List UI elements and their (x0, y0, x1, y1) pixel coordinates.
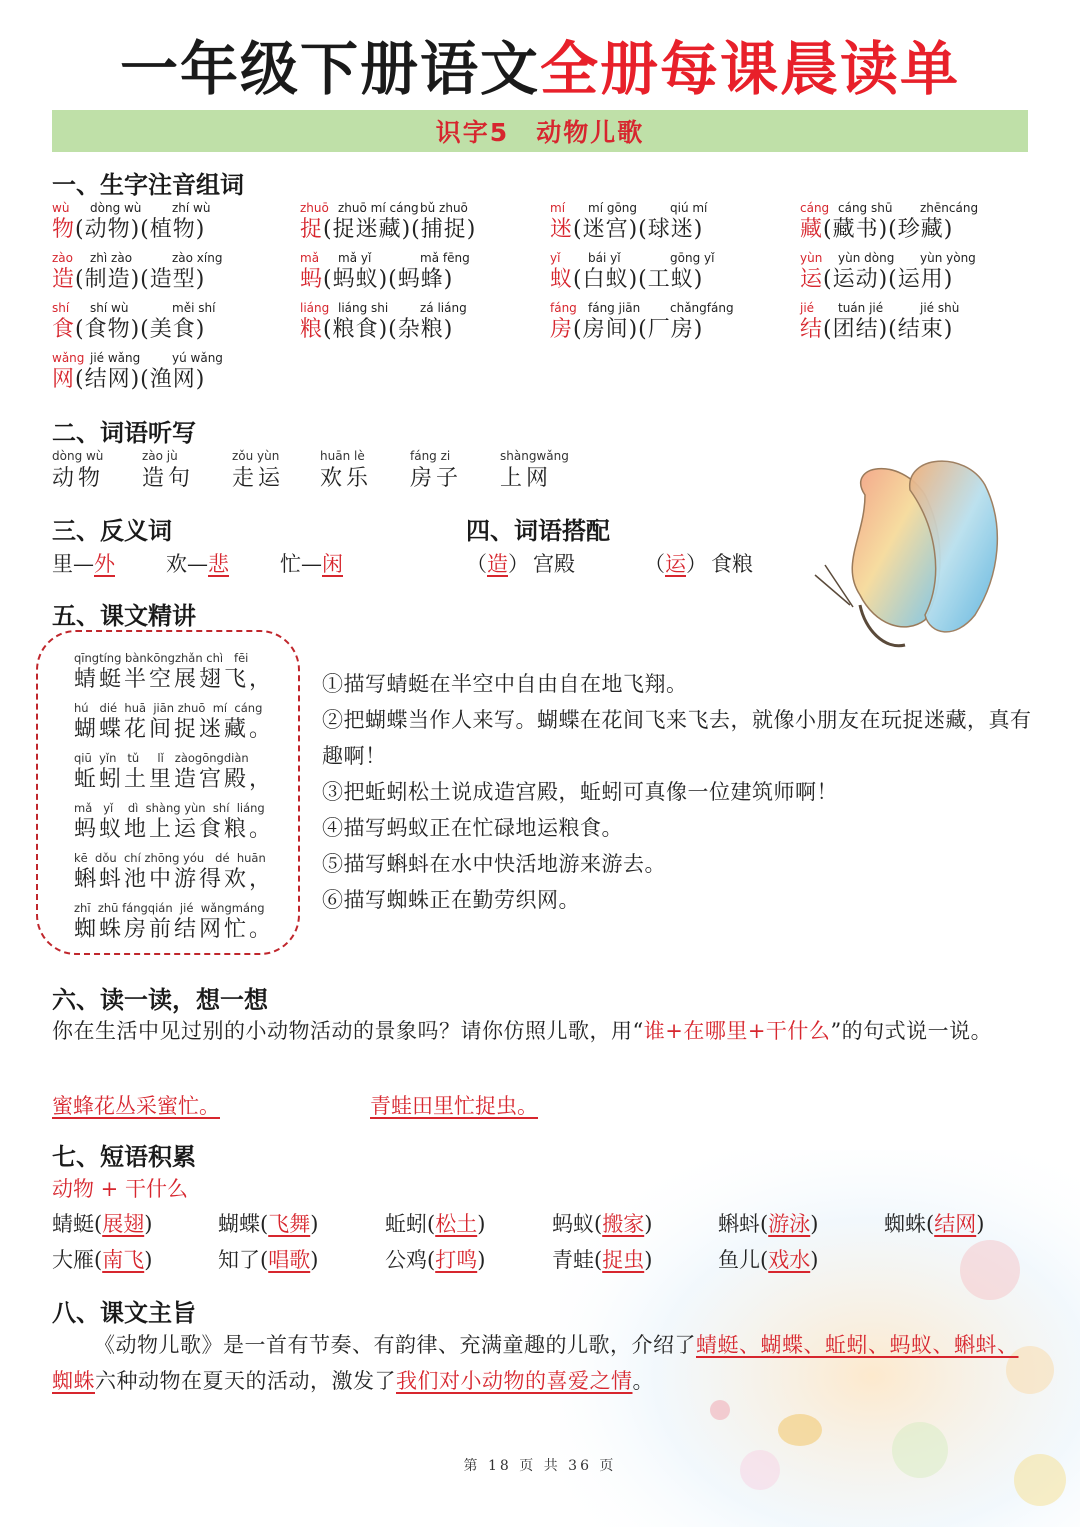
vocab-pinyin (300, 200, 540, 216)
poem-text: 蚂蚁地上运食粮。 (74, 817, 275, 842)
antonym-word: 忙— (280, 552, 322, 576)
pinyin-text: shí wù (90, 301, 129, 315)
poem-pinyin: kē dǒu chí zhōng yóu dé huān (74, 851, 266, 865)
phrase-animal: 鱼儿 (718, 1248, 760, 1272)
dictation-item (410, 448, 462, 494)
section-title-vocab: 一、生字注音组词 (52, 171, 244, 199)
bracket: ( (594, 1248, 603, 1272)
vocab-words (300, 266, 540, 294)
vocab-char: 食 (52, 317, 76, 342)
vocab-compounds: (团结)(结束) (823, 317, 954, 342)
vocab-char: 蚂 (300, 267, 324, 292)
poem-text: 蜘蛛房前结网忙。 (74, 917, 275, 942)
dictation-word: 造句 (142, 466, 195, 491)
antonym-pair (52, 548, 115, 578)
collocation-answer: 运 (665, 552, 686, 576)
pinyin-text: cáng shū (838, 201, 893, 215)
pinyin-text: wù (52, 201, 70, 215)
page-number: 第 18 页 共 36 页 (463, 1458, 617, 1474)
dictation-item (232, 448, 284, 494)
pinyin-text: yùn dòng (838, 251, 895, 265)
pinyin-text: qiú mí (670, 201, 708, 215)
pinyin-text: bǔ zhuō (420, 201, 468, 215)
poem-pinyin: zhī zhū fángqián jié wǎngmáng (74, 901, 265, 915)
phrase-item (52, 1244, 152, 1274)
vocab-pinyin (300, 250, 540, 266)
vocab-words (550, 316, 790, 344)
dictation-word: 走运 (232, 466, 285, 491)
question-pattern: 谁+在哪里+干什么 (643, 1019, 831, 1043)
vocab-words (52, 316, 292, 344)
phrase-animal: 蜻蜓 (52, 1212, 94, 1236)
pinyin-text: cáng (800, 201, 830, 215)
vocab-words (550, 216, 790, 244)
vocab-pinyin (300, 300, 540, 316)
antonym-word: 里— (52, 552, 94, 576)
bracket: ) (976, 1212, 985, 1236)
bracket: ) (310, 1248, 319, 1272)
phrase-action: 搬家 (602, 1212, 645, 1236)
vocab-words (300, 316, 540, 344)
vocab-words (52, 216, 292, 244)
section-title-dictation: 二、词语听写 (52, 419, 196, 447)
antonym-answer: 外 (94, 552, 115, 576)
phrase-item (52, 1208, 152, 1238)
question-text-1: 你在生活中见过别的小动物活动的景象吗？请你仿照儿歌，用“ (52, 1019, 644, 1043)
vocab-char: 物 (52, 217, 76, 242)
explanation-item: ④描写蚂蚁正在忙碌地运粮食。 (322, 816, 623, 840)
bracket: ) (477, 1248, 486, 1272)
pinyin-text: tuán jié (838, 301, 884, 315)
vocab-compounds: (粮食)(杂粮) (323, 317, 454, 342)
explanation-item: ⑥描写蜘蛛正在勤劳织网。 (322, 888, 580, 912)
pinyin-text: jié shù (920, 301, 960, 315)
vocab-compounds: (房间)(厂房) (573, 317, 704, 342)
vocab-item (550, 250, 790, 294)
bracket: ) (810, 1212, 819, 1236)
vocab-item (300, 250, 540, 294)
dictation-pinyin: shàngwǎng (500, 449, 569, 463)
vocab-pinyin (52, 300, 292, 316)
phrase-action: 打鸣 (435, 1248, 478, 1272)
antonym-answer: 闲 (322, 552, 343, 576)
vocab-pinyin (550, 250, 790, 266)
collocation-item (644, 548, 753, 578)
pinyin-text: mǎ (300, 251, 320, 265)
section-title-antonyms: 三、反义词 (52, 517, 172, 545)
pinyin-text: zhuō (300, 201, 329, 215)
vocab-pinyin (550, 200, 790, 216)
pinyin-text: jié (800, 301, 815, 315)
bracket: ) (477, 1212, 486, 1236)
bracket: ) (810, 1248, 819, 1272)
phrase-item (218, 1244, 318, 1274)
dictation-pinyin: fáng zi (410, 449, 451, 463)
explanation-item: ②把蝴蝶当作人来写。蝴蝶在花间飞来飞去，就像小朋友在玩捉迷藏，真有趣啊！ (322, 708, 1032, 768)
pinyin-text: yú wǎng (172, 351, 223, 365)
vocab-char: 网 (52, 367, 76, 392)
pinyin-text: bái yǐ (588, 251, 621, 265)
theme-end: 。 (632, 1369, 654, 1393)
theme-animals-2: 蚂蚁、蝌蚪、蜘蛛 (52, 1333, 1019, 1393)
bracket: ( (760, 1248, 769, 1272)
pinyin-text: jié wǎng (90, 351, 141, 365)
pinyin-text: zá liáng (420, 301, 467, 315)
pinyin-text: liáng shi (338, 301, 389, 315)
vocab-pinyin (800, 300, 1040, 316)
dictation-item (500, 448, 569, 494)
poem-line (74, 700, 274, 744)
poem-line (74, 850, 274, 894)
section-title-theme: 八、课文主旨 (52, 1299, 196, 1327)
bracket: ( (427, 1248, 436, 1272)
vocab-words (800, 266, 1040, 294)
vocab-words (52, 266, 292, 294)
vocab-words (550, 266, 790, 294)
bracket: ( (760, 1212, 769, 1236)
dictation-pinyin: zào jù (142, 449, 178, 463)
collocation-word: 食粮 (711, 552, 753, 576)
vocab-words (300, 216, 540, 244)
vocab-char: 捉 (300, 217, 324, 242)
vocab-item (800, 300, 1040, 344)
poem-text: 蝴蝶花间捉迷藏。 (74, 717, 275, 742)
phrase-item (218, 1208, 318, 1238)
pinyin-text: fáng jiān (588, 301, 641, 315)
phrase-action: 戏水 (768, 1248, 811, 1272)
phrase-animal: 青蛙 (552, 1248, 594, 1272)
vocab-char: 粮 (300, 317, 324, 342)
pinyin-text: mí (550, 201, 566, 215)
phrase-item (884, 1208, 984, 1238)
dictation-pinyin: zǒu yùn (232, 449, 280, 463)
vocab-pinyin (52, 250, 292, 266)
phrase-action: 捉虫 (602, 1248, 645, 1272)
vocab-compounds: (藏书)(珍藏) (823, 217, 954, 242)
dictation-word: 动物 (52, 466, 105, 491)
bracket: ( (260, 1212, 269, 1236)
vocab-item (52, 200, 292, 244)
phrase-action: 游泳 (768, 1212, 811, 1236)
vocab-compounds: (白蚁)(工蚁) (573, 267, 704, 292)
vocab-char: 造 (52, 267, 76, 292)
dictation-item (52, 448, 104, 494)
pinyin-text: yùn (800, 251, 823, 265)
theme-animals-1: 蜻蜓、蝴蝶、蚯蚓、 (696, 1333, 890, 1357)
phrase-item (718, 1244, 818, 1274)
pinyin-text: zhí wù (172, 201, 211, 215)
dictation-item (142, 448, 194, 494)
bracket: ( (260, 1248, 269, 1272)
bracket: ) (310, 1212, 319, 1236)
lesson-title-bar (52, 110, 1028, 152)
poem-line (74, 800, 274, 844)
phrase-animal: 蝌蚪 (718, 1212, 760, 1236)
phrase-formula: 动物 + 干什么 (52, 1177, 188, 1201)
vocab-compounds: (运动)(运用) (823, 267, 954, 292)
vocab-compounds: (迷宫)(球迷) (573, 217, 704, 242)
phrase-action: 松土 (435, 1212, 478, 1236)
section-title-read-think: 六、读一读，想一想 (52, 986, 268, 1014)
pinyin-text: yǐ (550, 251, 561, 265)
phrase-action: 展翅 (102, 1212, 145, 1236)
phrase-item (385, 1244, 485, 1274)
lesson-title: 识字5 动物儿歌 (435, 118, 645, 147)
page-title (0, 22, 1080, 106)
phrase-row (52, 1244, 1032, 1278)
phrase-item (385, 1208, 485, 1238)
bracket: ) (644, 1248, 653, 1272)
pinyin-text: gōng yǐ (670, 251, 715, 265)
dictation-item (320, 448, 372, 494)
explanation-item: ①描写蜻蜓在半空中自由自在地飞翔。 (322, 672, 688, 696)
pinyin-text: shí (52, 301, 70, 315)
bracket: ( (926, 1212, 935, 1236)
vocab-pinyin (800, 200, 1040, 216)
pinyin-text: zhēncáng (920, 201, 979, 215)
theme-paragraph (52, 1327, 1032, 1399)
read-think-question (52, 1013, 1032, 1049)
vocab-pinyin (52, 350, 292, 366)
vocab-compounds: (蚂蚁)(蚂蜂) (323, 267, 454, 292)
bracket: ) (144, 1248, 153, 1272)
title-black: 一年级下册语文 (119, 35, 540, 103)
pinyin-text: fáng (550, 301, 577, 315)
vocab-char: 房 (550, 317, 574, 342)
phrase-item (552, 1208, 652, 1238)
phrase-animal: 蜘蛛 (884, 1212, 926, 1236)
vocab-char: 蚁 (550, 267, 574, 292)
phrase-animal: 公鸡 (385, 1248, 427, 1272)
poem-pinyin: qīngtíng bànkōngzhǎn chì fēi (74, 651, 249, 665)
answer-2: 青蛙田里忙捉虫。 (370, 1094, 538, 1118)
phrase-animal: 蚂蚁 (552, 1212, 594, 1236)
question-text-2: ”的句式说一说。 (830, 1019, 993, 1043)
vocab-pinyin (550, 300, 790, 316)
pinyin-text: měi shí (172, 301, 216, 315)
antonym-word: 欢— (166, 552, 208, 576)
vocab-compounds: (制造)(造型) (75, 267, 206, 292)
collocation-word: 宫殿 (533, 552, 575, 576)
bracket: ( (594, 1212, 603, 1236)
bracket: ( (94, 1248, 103, 1272)
vocab-pinyin (800, 250, 1040, 266)
theme-text: 《动物儿歌》是一首有节奏、有韵律、充满童趣的儿歌，介绍了 (94, 1333, 696, 1357)
bracket: ( (94, 1212, 103, 1236)
antonym-answer: 悲 (208, 552, 229, 576)
dictation-pinyin: huān lè (320, 449, 365, 463)
poem-pinyin: mǎ yǐ dì shàng yùn shí liáng (74, 801, 265, 815)
answer-1: 蜜蜂花丛采蜜忙。 (52, 1094, 220, 1118)
phrase-action: 飞舞 (268, 1212, 311, 1236)
poem-line (74, 900, 274, 944)
vocab-compounds: (动物)(植物) (75, 217, 206, 242)
poem-pinyin: qiū yǐn tǔ lǐ zàogōngdiàn (74, 751, 249, 765)
vocab-compounds: (捉迷藏)(捕捉) (323, 217, 477, 242)
dictation-word: 欢乐 (320, 466, 373, 491)
collocation-item (466, 548, 575, 578)
phrase-item (718, 1208, 818, 1238)
vocab-item (52, 350, 292, 394)
poem-line (74, 650, 274, 694)
phrase-row (52, 1208, 1032, 1242)
pinyin-text: zhì zào (90, 251, 133, 265)
pinyin-text: wǎng (52, 351, 85, 365)
phrase-animal: 知了 (218, 1248, 260, 1272)
vocab-pinyin (52, 200, 292, 216)
pinyin-text: mí gōng (588, 201, 638, 215)
vocab-item (52, 300, 292, 344)
bracket: （ (644, 552, 665, 576)
section-title-text-analysis: 五、课文精讲 (52, 602, 196, 630)
explanation-list (322, 666, 1037, 918)
vocab-item (550, 200, 790, 244)
vocab-item (300, 200, 540, 244)
pinyin-text: mǎ fēng (420, 251, 470, 265)
pinyin-text: zào (52, 251, 73, 265)
phrase-item (552, 1244, 652, 1274)
pinyin-text: liáng (300, 301, 330, 315)
antonym-pair (166, 548, 229, 578)
vocab-char: 结 (800, 317, 824, 342)
vocab-item (300, 300, 540, 344)
pinyin-text: zào xíng (172, 251, 223, 265)
dictation-word: 上网 (500, 466, 553, 491)
poem-text: 蚯蚓土里造宫殿， (74, 767, 275, 792)
antonym-pair (280, 548, 343, 578)
pinyin-text: dòng wù (90, 201, 142, 215)
explanation-item: ⑤描写蝌蚪在水中快活地游来游去。 (322, 852, 666, 876)
explanation-item: ③把蚯蚓松土说成造宫殿，蚯蚓可真像一位建筑师啊！ (322, 780, 838, 804)
dictation-pinyin: dòng wù (52, 449, 104, 463)
vocab-words (800, 216, 1040, 244)
poem-line (74, 750, 274, 794)
bracket: ） (508, 552, 529, 576)
vocab-item (52, 250, 292, 294)
bracket: ( (427, 1212, 436, 1236)
vocab-item (800, 200, 1040, 244)
vocab-words (800, 316, 1040, 344)
bracket: ) (644, 1212, 653, 1236)
vocab-words (52, 366, 292, 394)
pinyin-text: mǎ yǐ (338, 251, 372, 265)
pinyin-text: chǎngfáng (670, 301, 734, 315)
phrase-animal: 大雁 (52, 1248, 94, 1272)
phrase-animal: 蚯蚓 (385, 1212, 427, 1236)
vocab-char: 迷 (550, 217, 574, 242)
vocab-item (800, 250, 1040, 294)
poem-text: 蜻蜓半空展翅飞， (74, 667, 275, 692)
phrase-action: 南飞 (102, 1248, 145, 1272)
bracket: ) (144, 1212, 153, 1236)
dictation-word: 房子 (410, 466, 463, 491)
vocab-compounds: (食物)(美食) (75, 317, 206, 342)
poem-pinyin: hú dié huā jiān zhuō mí cáng (74, 701, 263, 715)
theme-emotion: 我们对小动物的喜爱之情 (396, 1369, 633, 1393)
title-red: 全册每课晨读单 (540, 35, 961, 103)
pinyin-text: zhuō mí cáng (338, 201, 419, 215)
phrase-action: 结网 (934, 1212, 977, 1236)
vocab-char: 运 (800, 267, 824, 292)
phrase-animal: 蝴蝶 (218, 1212, 260, 1236)
bracket: （ (466, 552, 487, 576)
poem-text: 蝌蚪池中游得欢， (74, 867, 275, 892)
butterfly-illustration (805, 455, 1035, 665)
section-title-phrases: 七、短语积累 (52, 1143, 196, 1171)
section-title-collocations: 四、词语搭配 (466, 517, 610, 545)
vocab-item (550, 300, 790, 344)
vocab-char: 藏 (800, 217, 824, 242)
collocation-answer: 造 (487, 552, 508, 576)
vocab-compounds: (结网)(渔网) (75, 367, 206, 392)
phrase-action: 唱歌 (268, 1248, 311, 1272)
theme-text: 六种动物在夏天的活动，激发了 (95, 1369, 396, 1393)
bracket: ） (686, 552, 707, 576)
pinyin-text: yùn yòng (920, 251, 976, 265)
